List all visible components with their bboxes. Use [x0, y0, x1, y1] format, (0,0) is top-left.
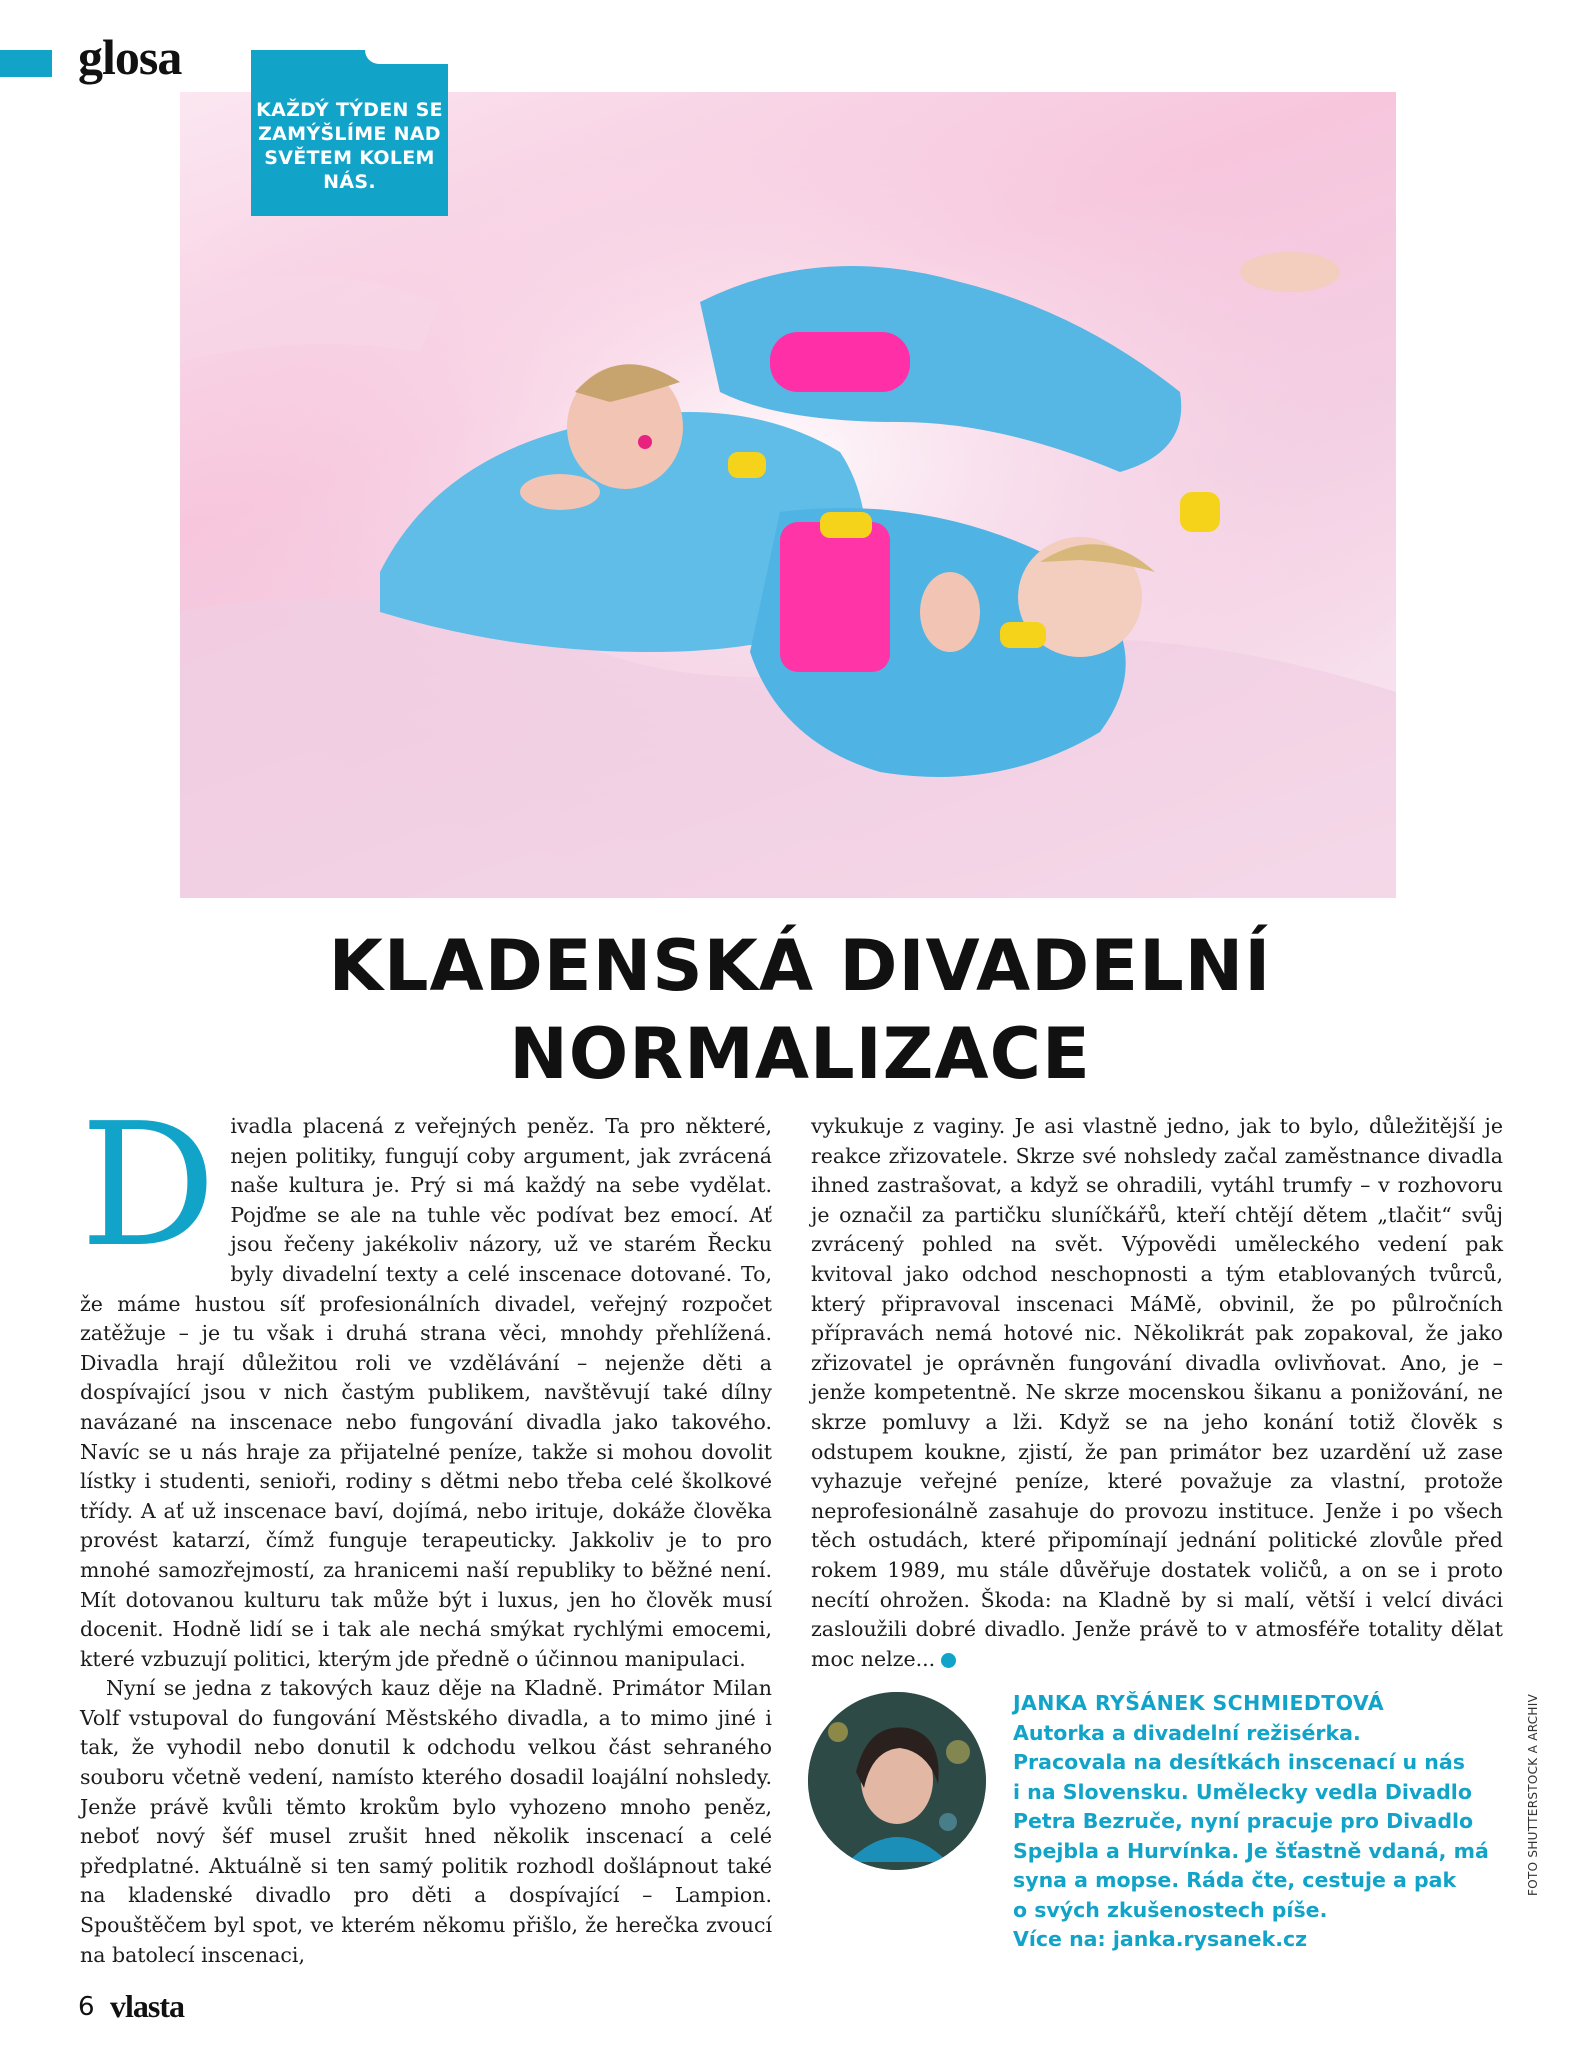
author-bio-line-4: Petra Bezruče, nyní pracuje pro Divadlo [1013, 1809, 1474, 1833]
author-bio-line-5: Spejbla a Hurvínka. Je šťastně vdaná, má [1013, 1838, 1489, 1863]
article-paragraph-3-text: vykukuje z vaginy. Je asi vlastně jedno, jak to bylo, důležitější je reakce zřizovatele. Skrze své nohsledy začal zaměstnance divadla ihned zastrašovat, a když se ohradili, vytáhl trumfy – v rozhovoru je označil za partičku sluníčkářů, kteří chtějí dětem „tlačit“ svůj zvrácený pohled na svět. Výpovědi uměleckého vedení pak kvitoval jako odchod neschopnosti a tým etablovaných tvůrců, který připravoval inscenaci MáMě, obvinil, že po půlročních přípravách nemá hotové nic. Několikrát pak zopakoval, že jako zřizovatel je oprávněn fungování divadla ovlivňovat. Ano, je – jenže kompetentně. Ne skrze mocenskou šikanu a ponižování, ne skrze pomluvy a lži. Když se na jeho konání totiž člověk s odstupem koukne, zjistí, že pan primátor bez uzardění už zase vyhazuje veřejné peníze, které považuje za vlastní, protože neprofesionálně zasahuje do provozu instituce. Jenže i po všech těch ostudách, které připomínají jednání politické zlovůle před rokem 1989, mu stále důvěřuje dostatek voličů, a on se i proto necítí ohrožen. Škoda: na Kladně by si malí, větší i velcí diváci zasloužili dobré divadlo. Jenže právě to v atmosféře totality dělat moc nelze... [811, 1114, 1503, 1671]
author-bio-line-3: i na Slovensku. Umělecky vedla Divadlo [1013, 1779, 1472, 1804]
article-column-right [811, 1112, 1503, 1674]
author-bio-line-2: Pracovala na desítkách inscenací u nás [1013, 1750, 1465, 1774]
article-headline [230, 922, 1370, 1098]
headline-line-1: KLADENSKÁ DIVADELNÍ [328, 925, 1272, 1007]
article-paragraph-2: Nyní se jedna z takových kauz děje na Kladně. Primátor Milan Volf vstupoval do fungování Městského divadla, a to mimo jiné i tak, že vyhodil nebo donutil k odchodu velkou část sehraného souboru včetně vedení, namísto kterého dosadil loajální nohsledy. Jenže právě kvůli těmto krokům bylo vyhozeno mnoho peněz, neboť nový šéf musel zrušit hned několik inscenací a celé předplatné. Aktuálně si ten samý politik rozhodl došlápnout také na kladenské divadlo pro děti a dospívající – Lampion. Spouštěčem byl spot, ve kterém někomu přišlo, že herečka zvoucí na batolecí inscenaci, [80, 1676, 772, 1967]
end-mark-icon [941, 1653, 956, 1668]
author-avatar [808, 1692, 986, 1870]
author-bio-line-7: o svých zkušenostech píše. [1013, 1897, 1328, 1922]
section-label: glosa [78, 29, 182, 85]
magazine-brand: vlasta [110, 1988, 184, 2024]
section-color-bar [0, 50, 52, 77]
drop-cap: D [80, 1087, 217, 1285]
author-name: JANKA RYŠÁNEK SCHMIEDTOVÁ [1013, 1691, 1385, 1715]
article-column-left [80, 1087, 772, 1970]
teaser-notch [365, 50, 448, 64]
teaser-text: KAŽDÝ TÝDEN SE ZAMÝŠLÍME NAD SVĚTEM KOLEM NÁS. [256, 99, 443, 193]
page-number: 6 [78, 1992, 95, 2022]
author-website[interactable]: Více na: janka.rysanek.cz [1013, 1927, 1308, 1951]
author-bio [1013, 1689, 1513, 1955]
avatar-portrait [808, 1692, 986, 1870]
headline-line-2: NORMALIZACE [509, 1013, 1091, 1095]
article-paragraph-1: ivadla placená z veřejných peněz. Ta pro některé, nejen politiky, fungují coby argument, jak zvrácená naše kultura je. Prý si má každý na sebe vydělat. Pojďme se ale na tuhle věc podívat bez emocí. Ať jsou řečeny jakékoliv názory, už ve starém Řecku byly divadelní texty a celé inscenace dotované. To, že máme hustou síť profesionálních divadel, veřejný rozpočet zatěžuje – je tu však i druhá strana věci, mnohdy přehlížená. Divadla hrají důležitou roli ve vzdělávání – nejenže děti a dospívající jsou v nich častým publikem, navštěvují také dílny navázané na inscenace nebo fungování divadla jako takového. Navíc se u nás hraje za přijatelné peníze, takže si mohou dovolit lístky i studenti, senioři, rodiny s dětmi nebo třeba celé školkové třídy. A ať už inscenace baví, dojímá, nebo irituje, dokáže člověka provést katarzí, čímž funguje terapeuticky. Jakkoliv je to pro mnohé samozřejmostí, za hranicemi naší republiky to běžné není. Mít dotovanou kulturu tak může být i luxus, jen ho člověk musí docenit. Hodně lidí se i tak ale nechá smýkat rychlými emocemi, které vzbuzují politici, kterým jde předně o účinnou manipulaci. [80, 1114, 772, 1671]
author-bio-line-6: syna a mopse. Ráda čte, cestuje a pak [1013, 1868, 1457, 1892]
article-paragraph-3 [811, 1112, 1503, 1674]
author-bio-line-1: Autorka a divadelní režisérka. [1013, 1720, 1361, 1745]
photo-credit: FOTO SHUTTERSTOCK A ARCHIV [1526, 1693, 1540, 1896]
